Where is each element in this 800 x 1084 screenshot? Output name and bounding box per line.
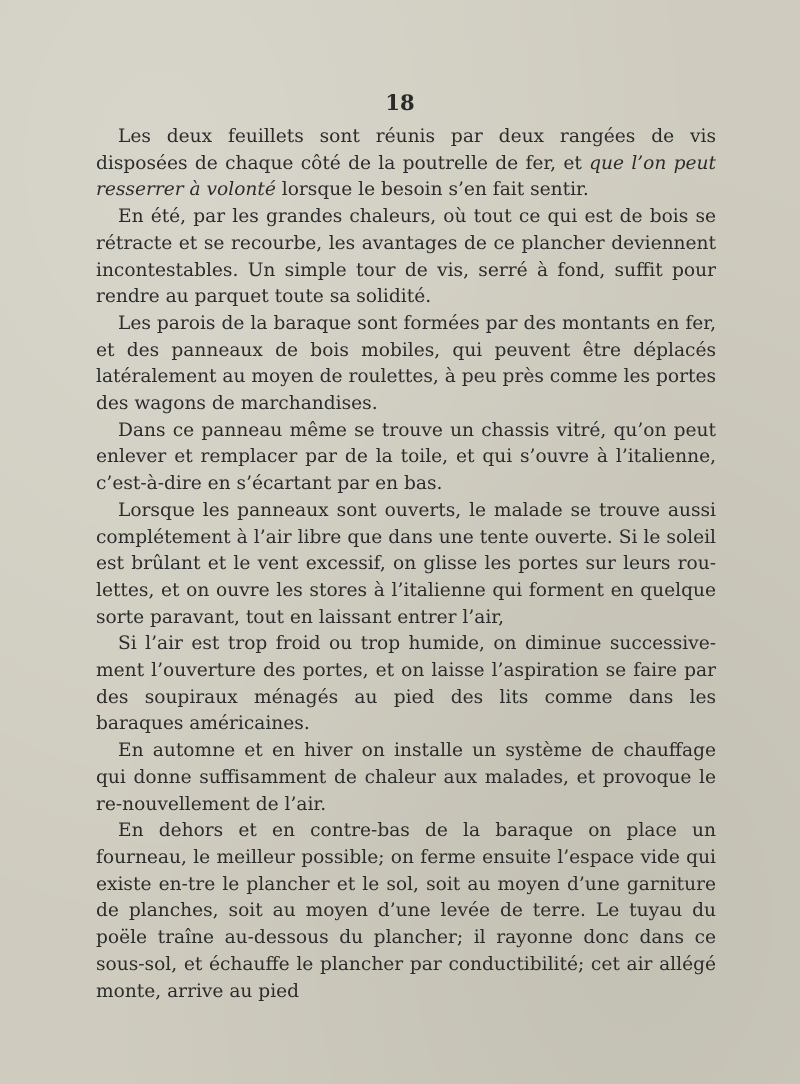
- paragraph-7: En automne et en hiver on installe un système de chauffage qui donne suffisamment de chaleur aux malades, et provoque le re-nouvellement de l’air.: [96, 740, 716, 815]
- paragraph-1-italic: que l’on peut resserrer à volonté: [96, 152, 716, 201]
- body-text: [96, 124, 716, 1005]
- paragraph-8: En dehors et en contre-bas de la baraque on place un fourneau, le meilleur possible; on ferme ensuite l’espace vide qui existe en-tre le plancher et le sol, soit au moyen d’une garniture de planches, soit au moyen d’une levée de terre. Le tuyau du poële traîne au-dessous du plancher; il rayonne donc dans ce sous-sol, et échauffe le plancher par conductibilité; cet air allégé monte, arrive au pied: [96, 820, 716, 1002]
- paragraph-3: Les parois de la baraque sont formées par des montants en fer, et des panneaux de bois mobiles, qui peuvent être déplacés latéralement au moyen de roulettes, à peu près comme les portes des wagons de marchandises.: [96, 312, 716, 415]
- paragraph-4: Dans ce panneau même se trouve un chassis vitré, qu’on peut enlever et remplacer par de la toile, et qui s’ouvre à l’italienne, c’est-à-dire en s’écartant par en bas.: [96, 419, 716, 495]
- paragraph-6: Si l’air est trop froid ou trop humide, on diminue successive-ment l’ouverture des portes, et on laisse l’aspiration se faire par des soupiraux ménagés au pied des lits comme dans les baraques américaines.: [96, 633, 716, 735]
- paragraph-1-start: Les deux feuillets sont réunis par deux rangées de vis disposées de chaque côté de la poutrelle de fer, et: [96, 126, 716, 174]
- paragraph-1: [96, 124, 716, 204]
- page-number: 18: [385, 90, 415, 115]
- paragraph-1-end: lorsque le besoin s’en fait sentir.: [275, 179, 589, 201]
- paragraph-2: En été, par les grandes chaleurs, où tout ce qui est de bois se rétracte et se recourbe, les avantages de ce plancher deviennent incontestables. Un simple tour de vis, serré à fond, suffit pour rendre au parquet toute sa solidité.: [96, 206, 716, 308]
- paragraph-5: Lorsque les panneaux sont ouverts, le malade se trouve aussi complétement à l’air libre que dans une tente ouverte. Si le soleil est brûlant et le vent excessif, on glisse les portes sur leurs rou-lettes, et on ouvre les stores à l’italienne qui forment en quelque sorte paravant, tout en laissant entrer l’air,: [96, 499, 716, 628]
